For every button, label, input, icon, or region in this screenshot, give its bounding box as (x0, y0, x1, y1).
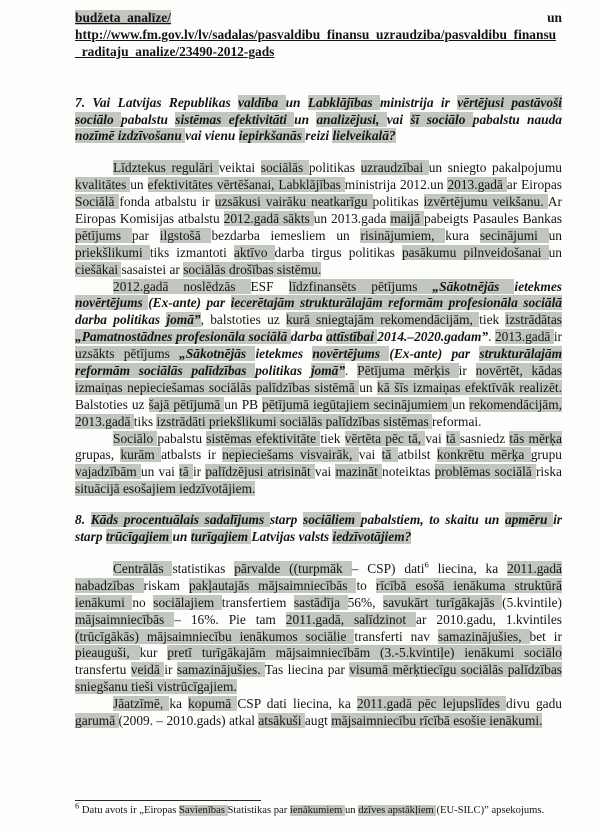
footnote-ref: 6 (424, 559, 429, 570)
scan-highlight: vērtējusi pastāvoši sociālo (75, 94, 563, 127)
scan-highlight: problēmas sociālā (434, 464, 536, 480)
scan-highlight: 2011.gadā pēc lejupslīdes (356, 696, 507, 712)
footnote-separator (75, 800, 261, 801)
text-run: 8. Kāds procentuālais sadalījums starp sociāliem pabalstiem, to skaitu un apmēru ir starp trūcīgajiem un turīgajiem Latvijas valsts iedzīvotājiem? (75, 512, 562, 545)
scan-highlight: iecerētajām strukturālajām reformām profesionāla sociālā (230, 295, 562, 311)
scan-highlight: „Sākotnējās (432, 278, 515, 294)
scan-highlight: Pētījuma mērķis (357, 363, 459, 379)
scan-highlight: tā (381, 447, 398, 463)
scan-highlight: trūcīgajiem (105, 529, 173, 545)
scan-highlight: jomā” (166, 312, 201, 328)
scan-highlight: izstrādātas (505, 312, 562, 328)
scan-highlight: nepieciešams visvairāk, (222, 447, 359, 463)
scan-highlight: izvērtējumu veikšanu. (423, 194, 548, 210)
scan-highlight: pasākumu pilnveidošanai (401, 244, 549, 260)
text-run: liecina, ka 2011.gadā nabadzības riskam pakļautajās mājsaimniecībās to rīcībā esošā ienākuma struktūrā ienākumi no sociālajiem transfertiem sastādīja 56%, savukārt turīgākajās (5.kvintile) mājsaimniecībās – 16%. Pie tam 2011.gadā, salīdzinot ar 2010.gadu, 1.kvintiles (trūcīgākās) mājsaimniecību ienākumos sociālie transferti nav samazinājušies, bet ir pieauguši, kur pretī turīgākajām mājsaimniecībām (3.-5.kvintiļe) ienākumi sociālo transfertu veidā ir samazinājušies. Tas liecina par visumā mērķtiecīgu sociālās palīdzības sniegšanu tieši vistrūcīgajiem. (75, 560, 563, 695)
scan-highlight: Labklājības (307, 94, 380, 110)
body-paragraph (75, 279, 562, 431)
scan-highlight: savukārt turīgākajās (382, 594, 503, 610)
text-run: . Pētījuma mērķis ir novērtēt, kādas izmaiņas nepieciešamas sociālās palīdzības sistēmā un kā šīs izmaiņas efektīvāk realizēt. Balstoties uz šajā pētījumā un PB pētījumā iegūtajiem secinājumiem un rekomendācijām, 2013.gadā tiks izstrādāti priekšlikumi sociālās palīdzības sistēmas reformai. (75, 363, 563, 429)
text-run: . 2013.gadā ir uzsākts pētījums (75, 329, 562, 362)
conjunction-un: un (547, 10, 562, 25)
scan-highlight: novērtēt, kādas izmaiņas nepieciešamas sociālās palīdzības sistēmā (75, 363, 563, 395)
scan-highlight: priekšlikumi (75, 244, 150, 260)
scan-highlight: nozīmē izdzīvošanu (75, 128, 186, 144)
text-run: , balstoties uz kurā sniegtajām rekomendācijām, tiek izstrādātas (200, 312, 562, 328)
body-paragraph (75, 561, 562, 696)
scan-highlight: kvalitātes (75, 177, 131, 193)
scan-highlight: sociālās drošības sistēmu. (183, 261, 322, 277)
text-run: Centrālās statistikas pārvalde ((turpmāk – CSP) dati (113, 560, 425, 576)
text-run: Jāatzīmē, ka kopumā CSP dati liecina, ka 2011.gadā pēc lejupslīdes divu gadu garumā (2009. – 2010.gads) atkal atsākuši augt mājsaimniecību rīcībā esošie ienākumi. (75, 696, 562, 728)
scan-highlight: dzīves apstākļiem (358, 805, 437, 817)
scan-highlight: uzsākts pētījums (75, 346, 180, 362)
link-budzeta-analize[interactable] (75, 10, 171, 27)
scan-highlight: Sociālo (113, 430, 158, 446)
scan-highlight: 2012.gadā noslēdzās (113, 278, 251, 294)
scan-highlight: iepirkšanās (238, 128, 306, 144)
scan-highlight: šī sociālo (410, 111, 473, 127)
scan-highlight: garumā (75, 712, 119, 728)
scan-highlight: rekomendācijām, 2013.gadā (75, 396, 562, 429)
scan-highlight: pētījumā iegūtajiem secinājumiem (262, 396, 452, 412)
scan-highlight: iedzīvotājiem? (332, 529, 412, 545)
scan-highlight: lielveikalā? (332, 128, 396, 144)
question-heading (75, 512, 562, 546)
scan-highlight: mājsaimniecībās (75, 611, 175, 627)
scan-highlight: valdība (238, 94, 286, 110)
document-body (75, 81, 562, 730)
scan-highlight: 2011.gadā, salīdzinot (285, 611, 417, 627)
scan-highlight: rīcībā esošā ienākuma struktūrā ienākumi (75, 577, 563, 610)
scan-highlight: 2012.gadā sākts (223, 211, 314, 227)
body-paragraph (75, 431, 562, 499)
scan-highlight: budžeta_analīze/ (75, 10, 171, 25)
scan-highlight: ciešākai (75, 261, 122, 277)
scan-highlight: Jāatzīmē, (113, 696, 170, 712)
scan-highlight: pētījums (75, 227, 132, 243)
scan-highlight: pieauguši, (75, 645, 140, 661)
scan-highlight: Centrālās (113, 560, 173, 576)
scan-highlight: sistēmas efektivitāte (206, 430, 321, 446)
footnote-area (75, 794, 562, 818)
url-line (75, 27, 562, 61)
scan-highlight: 2013.gadā (494, 329, 554, 345)
scan-highlight: (trūcīgākās) mājsaimniecību ienākumos sociālie (75, 628, 355, 644)
scan-highlight: atsākuši (258, 712, 305, 728)
link-fm-raditaju-analize[interactable]: http://www.fm.gov.lv/lv/sadalas/pasvaldibu_finansu_uzraudziba/pasvaldibu_finansu_raditaju_analize/23490-2012-gads (75, 26, 557, 59)
scan-highlight: kopumā (188, 696, 238, 712)
footnote-marker: 6 (75, 800, 80, 811)
scan-highlight: strukturālajām reformām sociālās palīdzības (75, 346, 562, 379)
scan-highlight: samazinājušies, (437, 628, 530, 644)
scan-highlight: situācijā esošajiem iedzīvotājiem. (75, 481, 256, 497)
footnote (75, 800, 562, 818)
scan-highlight: ilgstošā (159, 227, 212, 243)
scan-highlight: aktīvo (233, 244, 275, 260)
scan-highlight: „Sākotnējās (179, 346, 256, 362)
scan-highlight: risinājumiem, (360, 227, 446, 243)
scan-highlight: Līdztekus regulāri (113, 160, 219, 176)
text-run: „Sākotnējās ietekmes novērtējums (Ex-ante) par strukturālajām reformām sociālās palīdzības politikas jomā” (75, 346, 562, 379)
scan-highlight: kurām (120, 447, 162, 463)
scan-highlight: mazināt (335, 464, 383, 480)
scan-highlight: vērtēta pēc tā, (344, 430, 426, 446)
scan-highlight: Kāds procentuālais sadalījums (90, 512, 270, 528)
text-run: Sociālo pabalstu sistēmas efektivitāte tiek vērtēta pēc tā, vai tā sasniedz tās mērķa grupas, kurām atbalsts ir nepieciešams visvairāk, vai tā atbilst konkrētu mērķa grupu vajadzībām un vai tā ir palīdzējusi atrisināt vai mazināt noteiktas problēmas sociālā riska situācijā esošajiem iedzīvotājiem. (75, 430, 562, 497)
scan-highlight: sastādīja (293, 594, 348, 610)
scan-highlight: sociālās (260, 160, 309, 176)
scan-highlight: konkrētu mērķa (436, 447, 531, 463)
body-paragraph (75, 160, 562, 278)
body-paragraph (75, 696, 562, 730)
scan-highlight: līdzfinansēts pētījums (288, 278, 433, 294)
text-run: „Sākotnējās ietekmes novērtējums (Ex-ante) par iecerētajām strukturālajām reformām profesionāla sociālā darba politikas jomā” (75, 278, 562, 328)
scan-highlight: kurā sniegtajām rekomendācijām, (285, 312, 480, 328)
scan-highlight: tā (179, 464, 193, 480)
footnote-text: Datu avots ir „Eiropas Savienības Statistikas par ienākumiem un dzīves apstākļiem (EU-SILC)” apsekojums. (79, 805, 545, 817)
scan-highlight: sistēmas efektivitāti (175, 111, 295, 127)
scan-highlight: mājsaimniecību rīcībā esošie ienākumi. (331, 712, 543, 728)
scan-highlight: visumā mērķtiecīgu sociālās palīdzības sniegšanu tieši vistrūcīgajiem. (75, 662, 563, 695)
scan-highlight: analizējusi, (316, 111, 387, 127)
text-run: 2012.gadā noslēdzās ESF līdzfinansēts pētījums (113, 278, 433, 294)
scan-highlight: turīgajiem (190, 529, 252, 545)
scan-highlight: pretī turīgākajām mājsaimniecībām (3.-5.kvintiļe) ienākumi sociālo (167, 645, 563, 661)
scan-highlight: secinājumi (479, 227, 549, 243)
text-run: „Pamatnostādnes profesionāla sociālā darba attīstībai 2014.–2020.gadam” (75, 329, 489, 345)
scan-highlight: apmēru (505, 512, 554, 528)
scan-highlight: tā (445, 430, 460, 446)
scan-highlight: novērtējums (75, 295, 149, 311)
scan-highlight: sociālajiem (153, 594, 222, 610)
scan-highlight: novērtējums (312, 346, 390, 362)
scan-highlight: pakļautajās mājsaimniecībās (188, 577, 357, 593)
scan-highlight: efektivitātes vērtēšanai, Labklājības (147, 177, 345, 193)
scan-highlight: 2013.gadā (447, 177, 507, 193)
scan-highlight: attīstībai (326, 329, 378, 345)
scan-highlight: samazinājušies. (176, 662, 265, 678)
scan-highlight: šajā pētījumā (148, 396, 225, 412)
scan-highlight: Sociālā (75, 194, 120, 210)
scan-highlight: 2011.gadā nabadzības (75, 560, 563, 593)
scan-highlight: ienākumiem (289, 805, 345, 817)
scan-highlight: pārvalde ((turpmāk (234, 560, 352, 576)
scan-highlight: jomā” (310, 363, 346, 379)
scan-highlight: vajadzībām (75, 464, 141, 480)
scan-highlight: izstrādāti priekšlikumi sociālās palīdzības sistēmas (156, 413, 433, 429)
link-row (75, 10, 562, 27)
scan-highlight: „Pamatnostādnes profesionāla sociālā (75, 329, 291, 345)
text-run: 7. Vai Latvijas Republikas valdība un Labklājības ministrija ir vērtējusi pastāvoši sociālo pabalstu sistēmas efektivitāti un analizējusi, vai šī sociālo pabalstu nauda nozīmē izdzīvošanu vai vienu iepirkšanās reizi lielveikalā? (75, 94, 563, 144)
scan-highlight: veidā (130, 662, 165, 678)
scan-highlight: uzsākusi vairāku neatkarīgu (214, 194, 373, 210)
text-run: Līdztekus regulāri veiktai sociālās politikas uzraudzībai un sniegto pakalpojumu kvalitātes un efektivitātes vērtēšanai, Labklājības ministrija 2012.un 2013.gadā ar Eiropas Sociālā fonda atbalstu ir uzsākusi vairāku neatkarīgu politikas izvērtējumu veikšanu. Ar Eiropas Komisijas atbalstu 2012.gadā sākts un 2013.gada maijā pabeigts Pasaules Bankas pētījums par ilgstošā bezdarba iemesliem un risinājumiem, kura secinājumi un priekšlikumi tiks izmantoti aktīvo darba tirgus politikas pasākumu pilnveidošanai un ciešākai sasaistei ar sociālās drošības sistēmu. (75, 160, 563, 277)
question-heading (75, 95, 562, 146)
top-links (75, 10, 562, 61)
scan-highlight: uzraudzībai (360, 160, 429, 176)
scan-highlight: maijā (390, 211, 425, 227)
scan-highlight: palīdzējusi atrisināt (205, 464, 315, 480)
scan-highlight: sociāliem (303, 512, 361, 528)
scan-highlight: kā šīs izmaiņas efektīvāk realizēt. (377, 379, 562, 395)
scan-highlight: tās mērķa (509, 430, 562, 446)
scan-highlight: Savienības (178, 805, 228, 817)
